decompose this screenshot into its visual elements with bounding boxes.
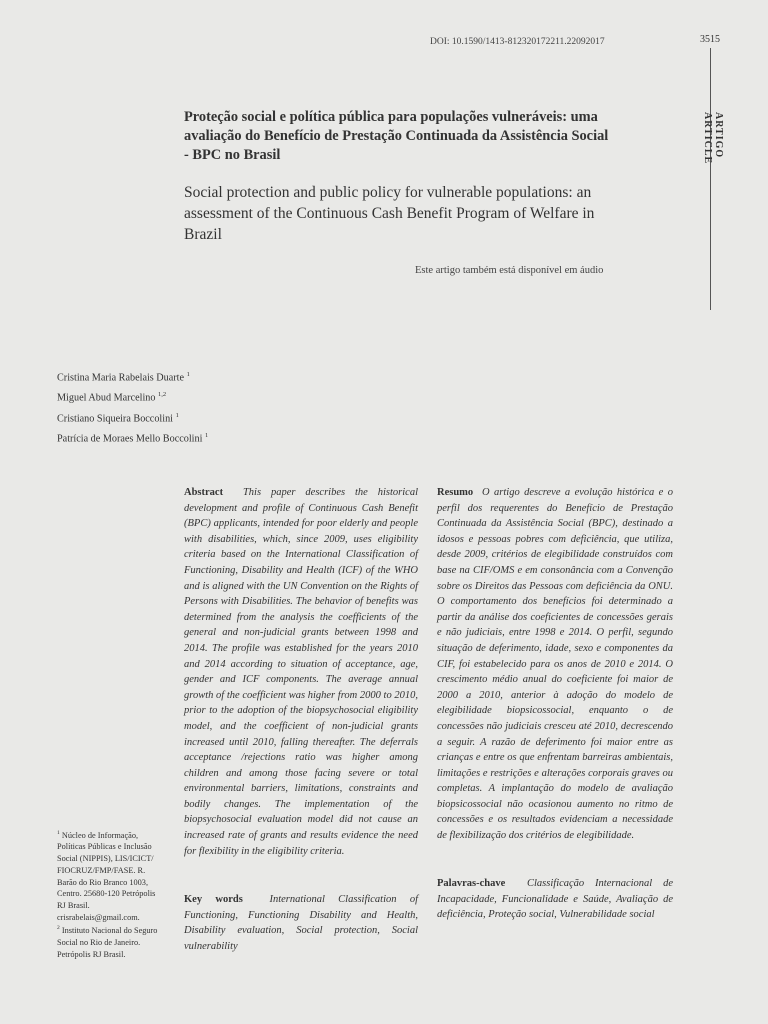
title-english: Social protection and public policy for vulnerable populations: an assessment of the Continuous Cash Benefit Program of Welfare in Brazil	[184, 184, 595, 243]
author: Patrícia de Moraes Mello Boccolini $^1$	[57, 432, 209, 445]
abstract	[184, 485, 418, 859]
author: Cristina Maria Rabelais Duarte $^1$	[57, 371, 190, 384]
affiliation-1: $^1$ Núcleo de Informação, Políticas Públicas e Inclusão Social (NIPPIS), LIS/ICICT/ FIOCRUZ/FMP/FASE. R. Barão do Rio Branco 1003, Centro. 25680-120 Petrópolis RJ Brasil. crisrabelais@gmail.com.	[57, 830, 156, 922]
affiliation-footnotes	[57, 828, 165, 960]
resumo	[437, 485, 673, 844]
author: Miguel Abud Marcelino $^{1,2}$	[57, 391, 167, 404]
page-number: 3515	[700, 34, 720, 45]
doi: DOI: 10.1590/1413-812320172211.22092017	[430, 37, 605, 47]
section-label: ARTIGO ARTICLE	[702, 112, 724, 165]
abstract-label: Abstract	[184, 487, 224, 498]
palavras-chave-label: Palavras-chave	[437, 878, 506, 889]
affiliation-2: $^2$ Instituto Nacional do Seguro Social no Rio de Janeiro. Petrópolis RJ Brasil.	[57, 925, 158, 959]
resumo-label: Resumo	[437, 487, 474, 498]
palavras-chave-text: Classificação Internacional de Incapacidade, Funcionalidade e Saúde, Avaliação de deficiência, Proteção social, Vulnerabilidade social	[437, 878, 674, 921]
title-portuguese: Proteção social e política pública para populações vulneráveis: uma avaliação do Benefício de Prestação Continuada da Assistência Social - BPC no Brasil	[184, 109, 609, 163]
resumo-text: O artigo descreve a evolução histórica e o perfil dos requerentes do Benefício de Prestação Continuada da Assistência Social (BPC), destinado a idosos e pessoas pobres com deficiência, que utiliza, desde 2009, critérios de elegibilidade construídos com base na CIF/OMS e em consonância com a Convenção sobre os Direitos das Pessoas com deficiência da ONU. O comportamento dos benefícios foi determinado a partir da análise dos coeficientes de concessões gerais e não judiciais, entre 1998 e 2014. O perfil, segundo situação de deferimento, idade, sexo e componentes da CIF, foi estabelecido para os anos de 2010 e 2014. O crescimento médio anual do coeficiente foi maior de 2000 a 2010, anterior à adoção do modelo de elegibilidade biopsicossocial, enquanto o de concessões não judiciais cresceu até 2010, decrescendo a seguir. A razão de deferimento foi maior entre as crianças e entre os que enfrentam barreiras ambientais, limitações e restrições e alterações corporais graves ou completas. A implantação do modelo de avaliação biopsicossocial não ocasionou aumento no ritmo de concessões e os resultados evidenciam a necessidade de flexibilização dos critérios de elegibilidade.	[437, 487, 674, 842]
keywords	[184, 892, 418, 954]
author-list	[57, 366, 208, 448]
audio-note[interactable]: Este artigo também está disponível em áudio	[415, 265, 604, 276]
keywords-label: Key words	[184, 894, 243, 905]
author: Cristiano Siqueira Boccolini $^1$	[57, 411, 179, 425]
palavras-chave	[437, 876, 673, 923]
keywords-text: International Classification of Functioning, Functioning Disability and Health, Disability evaluation, Social protection, Social vulnerability	[184, 894, 419, 952]
abstract-text: This paper describes the historical development and profile of Continuous Cash Benefit (BPC) applicants, intended for poor elderly and people with disabilities, which, since 2009, uses eligibility criteria based on the International Classification of Functioning, Disability and Health (ICF) of the WHO and is aligned with the UN Convention on the Rights of Persons with Disabilities. The behavior of benefits was determined from the analysis the coefficients of the general and non-judicial grants between 1998 and 2014. The profile was established for the years 2010 and 2014 according to situation of acceptance, age, gender and ICF components. The average annual growth of the coefficient was higher from 2000 to 2010, prior to the adoption of the biopsychosocial eligibility model, and the coefficient of non-judicial grants increased until 2010, falling thereafter. The deferrals acceptance /rejections ratio was higher among children and among those facing severe or total environmental barriers, limitations, constraints and bodily changes. The implementation of the biopsychosocial evaluation model did not cause an increased rate of grants and results evidence the need for flexibility in the eligibility criteria.	[184, 487, 419, 857]
